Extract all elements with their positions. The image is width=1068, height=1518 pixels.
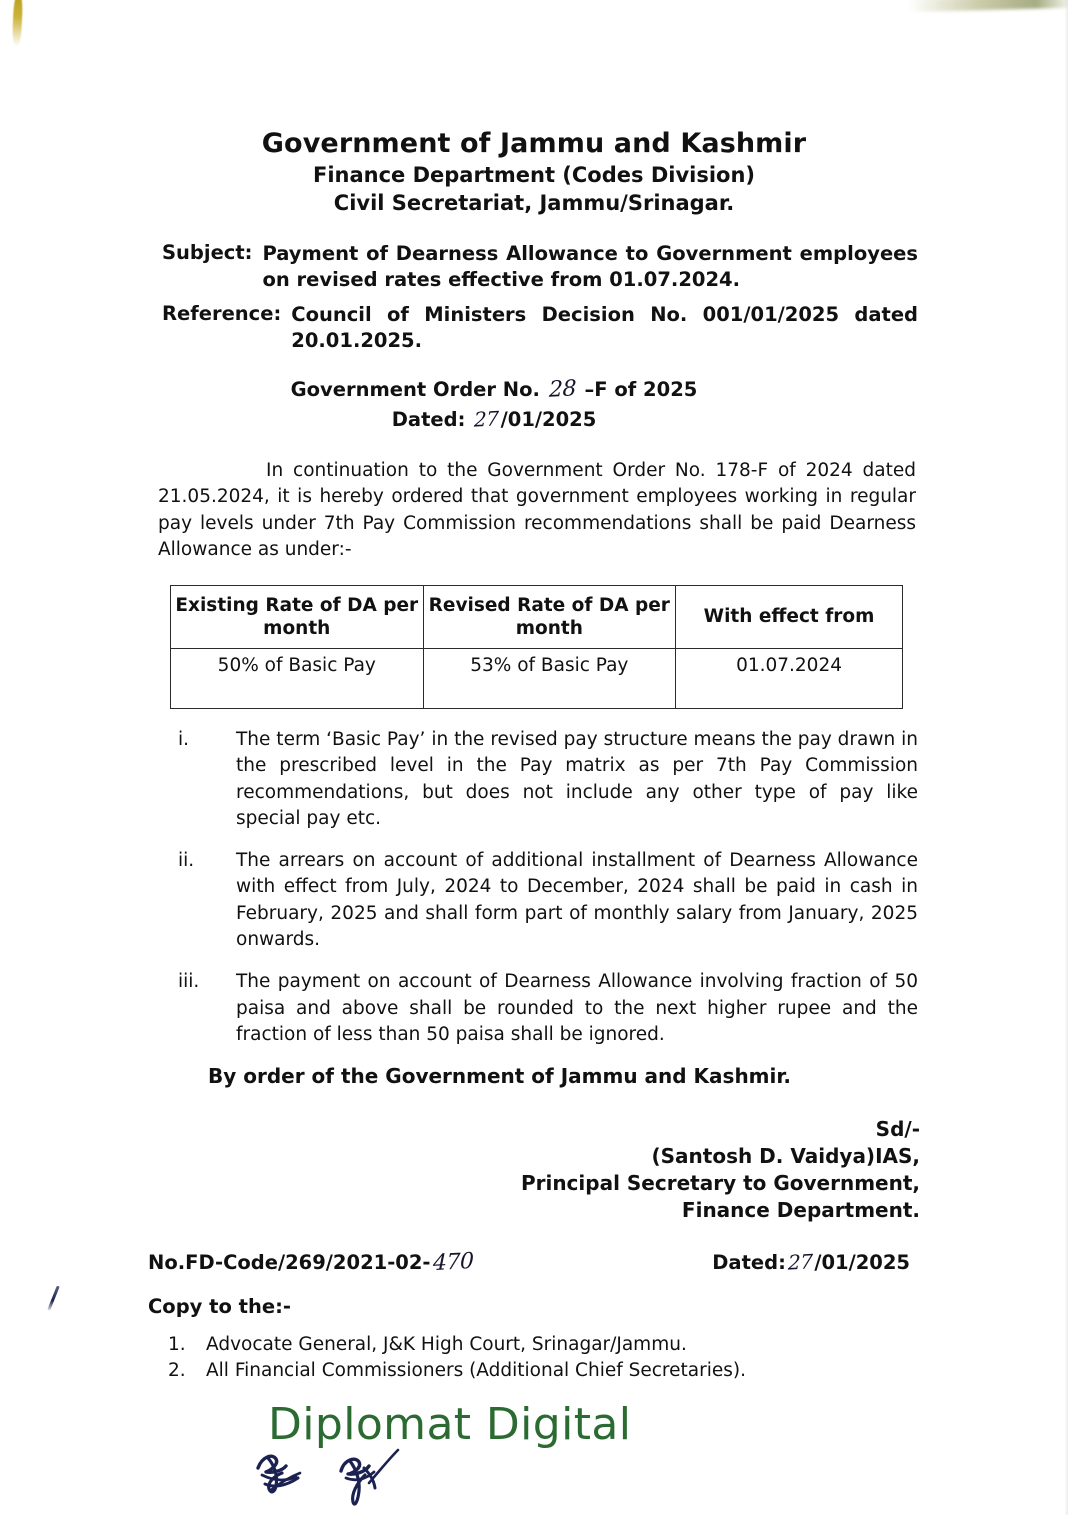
table-header-row [171, 586, 903, 649]
copy-item-text: Advocate General, J&K High Court, Srinagar/Jammu. [206, 1334, 687, 1356]
file-date-label: Dated: [712, 1251, 786, 1275]
copy-to-text: Copy to the:- [148, 1295, 291, 1319]
clause-text: The arrears on account of additional installment of Dearness Allowance with effect from July, 2024 to December, 2024 shall be paid in cash in February, 2025 and shall form part of monthly salary from January, 2025 onwards. [236, 850, 918, 950]
signatory-sd: Sd/- [875, 1117, 920, 1142]
clause-marker: iii. [178, 971, 200, 993]
clause-marker: i. [178, 729, 190, 751]
subject-row [162, 241, 918, 293]
order-date-line [0, 405, 988, 434]
list-item [178, 727, 918, 832]
reference-text: Council of Ministers Decision No. 001/01/2025 dated 20.01.2025. [291, 303, 918, 353]
list-item [178, 848, 918, 953]
table-row [171, 649, 903, 709]
order-number-block [0, 374, 1068, 434]
file-date-day-handwritten: 27 [787, 1249, 813, 1275]
file-number-text: No.FD-Code/269/2021-02- [148, 1251, 431, 1275]
da-rate-table [170, 585, 903, 709]
order-number-prefix: Government Order No. [290, 378, 540, 402]
signatory-department: Finance Department. [681, 1198, 920, 1223]
preamble-paragraph: In continuation to the Government Order No. 178-F of 2024 dated 21.05.2024, it is hereby ordered that government employees working in regular pay levels under 7th Pay Commission recommendations shall be paid Dearness Allowance as under:- [158, 460, 916, 560]
order-number-handwritten: 28 [548, 376, 576, 403]
order-number-line [0, 374, 988, 405]
table-header-effect-from: With effect from [676, 586, 903, 649]
list-item [168, 1358, 1068, 1384]
table-header-existing-rate: Existing Rate of DA per month [171, 586, 424, 649]
file-number-row [0, 1250, 1068, 1275]
order-date-label: Dated: [391, 408, 466, 432]
signature-strokes-icon [238, 1428, 448, 1518]
list-item [168, 1332, 1068, 1358]
file-number-handwritten: 470 [432, 1248, 474, 1277]
pen-stroke-mark [47, 1286, 59, 1311]
file-number [148, 1250, 475, 1275]
subject-text: Payment of Dearness Allowance to Government employees on revised rates effective from 01.07.2024. [262, 242, 918, 292]
by-order-line: By order of the Government of Jammu and Kashmir. [208, 1064, 791, 1089]
file-date-rest: /01/2025 [814, 1251, 910, 1275]
cell-existing-rate: 50% of Basic Pay [171, 649, 424, 709]
da-rate-table-wrapper [0, 585, 1068, 709]
order-number-suffix: –F of 2025 [584, 378, 698, 402]
copy-item-number: 1. [168, 1334, 186, 1356]
reference-row [162, 302, 918, 354]
copy-item-number: 2. [168, 1360, 186, 1382]
government-title: Government of Jammu and Kashmir [261, 128, 807, 159]
office-address: Civil Secretariat, Jammu/Srinagar. [333, 191, 735, 216]
copy-to-label [0, 1295, 1068, 1318]
clause-text: The payment on account of Dearness Allowance involving fraction of 50 paisa and above shall be rounded to the next higher rupee and the fraction of less than 50 paisa shall be ignored. [236, 971, 918, 1045]
watermark-diplomat-digital: Diplomat Digital [268, 1398, 632, 1450]
subject-reference-block [0, 241, 1068, 354]
handwritten-signatures [238, 1428, 448, 1518]
cell-effect-from: 01.07.2024 [676, 649, 903, 709]
clause-text: The term ‘Basic Pay’ in the revised pay structure means the pay drawn in the prescribed level in the Pay matrix as per 7th Pay Commission recommendations, but does not include any other type of pay like special pay etc. [236, 729, 918, 829]
letterhead [0, 128, 1068, 217]
signatory-name: (Santosh D. Vaidya)IAS, [651, 1144, 920, 1169]
order-date-rest: /01/2025 [500, 408, 597, 432]
cell-revised-rate: 53% of Basic Pay [423, 649, 676, 709]
clause-list [0, 727, 1068, 1048]
copy-recipients-list [0, 1332, 1068, 1385]
list-item [178, 969, 918, 1048]
clause-marker: ii. [178, 850, 195, 872]
reference-label: Reference: [162, 302, 282, 326]
department-title: Finance Department (Codes Division) [312, 162, 756, 187]
order-date-day-handwritten: 27 [473, 406, 499, 433]
copy-item-text: All Financial Commissioners (Additional Chief Secretaries). [206, 1360, 746, 1382]
file-date [712, 1250, 910, 1274]
subject-label: Subject: [162, 241, 253, 265]
table-header-revised-rate: Revised Rate of DA per month [423, 586, 676, 649]
signatory-block [0, 1116, 1068, 1224]
signatory-designation: Principal Secretary to Government, [520, 1171, 920, 1196]
